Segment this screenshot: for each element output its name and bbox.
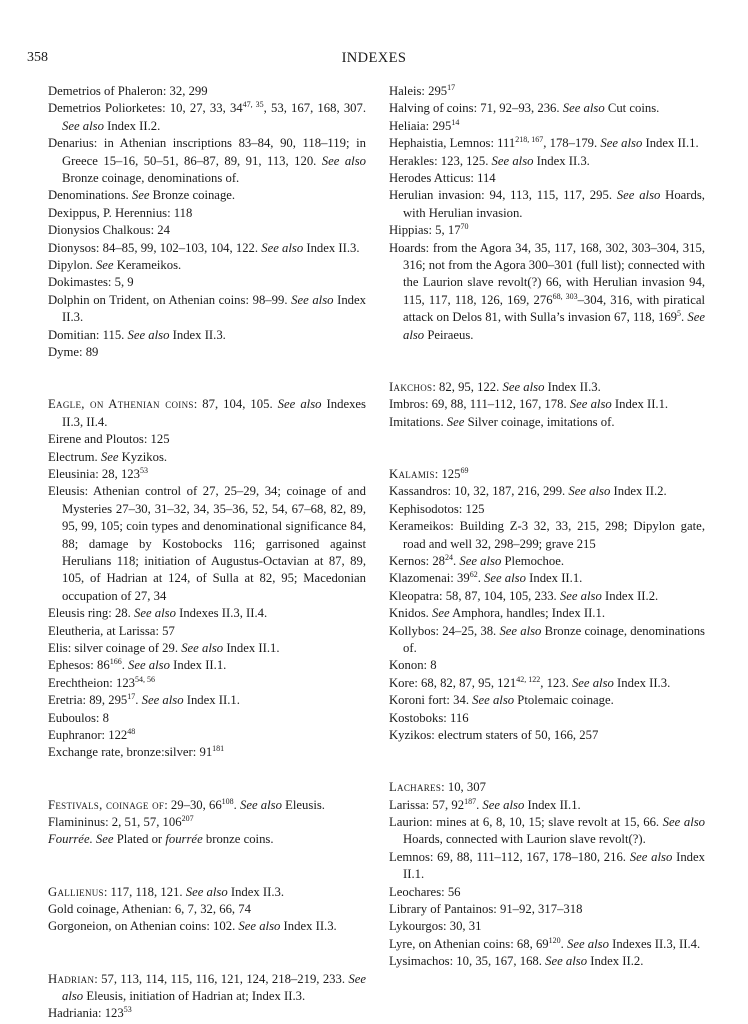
index-entry: Euboulos: 8: [48, 710, 109, 725]
section-gap: [48, 866, 366, 883]
index-entry: Eleusis ring: 28. See also Indexes II.3, II.4.: [48, 606, 268, 621]
section-gap: [48, 953, 366, 970]
index-entry: Herodes Atticus: 114: [389, 171, 496, 186]
index-entry: Herakles: 123, 125. See also Index II.3.: [389, 153, 590, 168]
index-entry: Leochares: 56: [389, 884, 461, 899]
section-gap: [48, 936, 366, 953]
index-entry: Imitations. See Silver coinage, imitations of.: [389, 414, 615, 429]
index-entry: Kleopatra: 58, 87, 104, 105, 233. See also Index II.2.: [389, 588, 659, 603]
index-entry: Eirene and Ploutos: 125: [48, 432, 170, 447]
section-gap: [389, 344, 705, 361]
index-entry: Domitian: 115. See also Index II.3.: [48, 327, 226, 342]
section-gap: [389, 431, 705, 448]
index-entry: Koroni fort: 34. See also Ptolemaic coinage.: [389, 693, 614, 708]
index-entry: Dexippus, P. Herennius: 118: [48, 205, 193, 220]
index-entry: Demetrios Poliorketes: 10, 27, 33, 34$^{47, 35}$, 53, 167, 168, 307. See also Index II.2.: [48, 100, 367, 133]
index-entry: Hadrian: 57, 113, 114, 115, 116, 121, 124, 218–219, 233. See also Eleusis, initiation of Hadrian at; Index II.3.: [48, 971, 366, 1003]
section-gap: [48, 762, 366, 779]
index-entry: Konon: 8: [389, 658, 437, 673]
section-gap: [389, 744, 705, 761]
index-entry: Eleutheria, at Larissa: 57: [48, 623, 175, 638]
index-entry: Library of Pantainos: 91–92, 317–318: [389, 902, 583, 916]
index-entry: Dionysos: 84–85, 99, 102–103, 104, 122. See also Index II.3.: [48, 240, 360, 255]
index-entry: Kore: 68, 82, 87, 95, 121$^{42, 122}$, 123. See also Index II.3.: [389, 674, 671, 690]
index-entry: Dyme: 89: [48, 345, 99, 360]
index-entry: Kostoboks: 116: [389, 710, 469, 725]
section-gap: [48, 362, 366, 379]
index-entry: Elis: silver coinage of 29. See also Index II.1.: [48, 640, 280, 655]
index-entry: Hoards: from the Agora 34, 35, 117, 168, 302, 303–304, 315, 316; not from the Agora 300–301 (full list); connected with the Laurion slave revolt(?) 66, with Herulian invasion 94, 115, 117, 118, 126, 169, 276$^{68, 303}$–304, 316, with piratical attack on Delos 81, with Sulla’s invasion 67, 118, $169^5$. See also Peiraeus.: [389, 240, 706, 342]
page-number: 358: [27, 50, 48, 65]
index-entry: Gorgoneion, on Athenian coins: 102. See also Index II.3.: [48, 919, 337, 934]
index-entry: Haleis: $295^{17}$: [389, 83, 456, 98]
index-entry: Lemnos: 69, 88, 111–112, 167, 178–180, 216. See also Index II.1.: [389, 849, 705, 882]
index-entry: Dokimastes: 5, 9: [48, 275, 134, 290]
index-entry: Lykourgos: 30, 31: [389, 919, 482, 934]
index-entry: Imbros: 69, 88, 111–112, 167, 178. See also Index II.1.: [389, 397, 669, 412]
index-entry: Lyre, on Athenian coins: 68, $69^{120}$. See also Indexes II.3, II.4.: [389, 935, 701, 951]
index-entry: Klazomenai: $39^{62}$. See also Index II.1.: [389, 570, 583, 586]
section-gap: [389, 361, 705, 378]
section-gap: [48, 779, 366, 796]
index-entry: Demetrios of Phaleron: 32, 299: [48, 84, 208, 98]
index-entry: Gold coinage, Athenian: 6, 7, 32, 66, 74: [48, 902, 251, 916]
index-entry: Denominations. See Bronze coinage.: [48, 188, 236, 203]
index-entry: Denarius: in Athenian inscriptions 83–84, 90, 118–119; in Greece 15–16, 50–51, 86–87, 89, 91, 113, 120. See also Bronze coinage, denominations of.: [48, 136, 366, 186]
index-entry: Eleusis: Athenian control of 27, 25–29, 34; coinage of and Mysteries 27–30, 31–32, 34, 35–36, 52, 54, 67–68, 82, 89, 95, 99, 105; coin types and denominational significance 84, 88; damage by Kostobocks 116; garrisoned against Herulians 118; initiation of Augustus-Octavian at 87, 89, 105, of Hadrian at 124, of Sulla at 82, 95; Macedonian occupation of 27, 34: [48, 484, 366, 603]
index-entry: Iakchos: 82, 95, 122. See also Index II.3.: [389, 379, 601, 394]
index-entry: Lysimachos: 10, 35, 167, 168. See also Index II.2.: [389, 954, 644, 969]
section-gap: [389, 448, 705, 465]
section-gap: [48, 379, 366, 396]
index-entry: Hadriania: $123^{53}$: [48, 1005, 132, 1021]
index-entry: Erechtheion: 123$^{54, 56}$: [48, 674, 156, 690]
section-lead-term: Festivals, coinage of: [48, 797, 165, 812]
section-lead-term: Gallienus: [48, 884, 104, 899]
index-entry: Gallienus: 117, 118, 121. See also Index II.3.: [48, 884, 285, 899]
index-entry: Ephesos: $86^{166}$. See also Index II.1.: [48, 657, 227, 673]
index-entry: Larissa: 57, $92^{187}$. See also Index II.1.: [389, 796, 581, 812]
index-entry: Lachares: 10, 307: [389, 780, 486, 795]
index-entry: Kalamis: $125^{69}$: [389, 465, 469, 481]
page-title: INDEXES: [341, 50, 407, 66]
index-entry: Hippias: 5, $17^{70}$: [389, 222, 469, 238]
section-lead-term: Eagle, on Athenian coins: [48, 397, 194, 412]
section-gap: [389, 762, 705, 779]
index-entry: Fourrée. See Plated or fourrée bronze coins.: [48, 832, 274, 847]
index-entry: Electrum. See Kyzikos.: [48, 449, 168, 464]
index-entry: Festivals, coinage of: 29–30, $66^{108}$. See also Eleusis.: [48, 796, 325, 812]
running-header: [0, 50, 748, 70]
index-entry: Kollybos: 24–25, 38. See also Bronze coinage, denominations of.: [389, 623, 705, 655]
index-entry: Herulian invasion: 94, 113, 115, 117, 295. See also Hoards, with Herulian invasion.: [389, 188, 705, 220]
index-entry: Halving of coins: 71, 92–93, 236. See also Cut coins.: [389, 101, 660, 116]
index-entry: Kerameikos: Building Z-3 32, 33, 215, 298; Dipylon gate, road and well 32, 298–299; grave 215: [389, 519, 705, 551]
left-index-column: [48, 83, 366, 1023]
index-entry: Kernos: $28^{24}$. See also Plemochoe.: [389, 552, 565, 568]
index-entry: Dionysios Chalkous: 24: [48, 223, 170, 238]
right-index-column: [389, 83, 705, 971]
index-entry: Kyzikos: electrum staters of 50, 166, 257: [389, 727, 599, 742]
index-entry: Hephaistia, Lemnos: 111$^{218, 167}$, 178–179. See also Index II.1.: [389, 135, 699, 151]
index-entry: Flamininus: 2, 51, 57, $106^{207}$: [48, 814, 194, 829]
index-entry: Kassandros: 10, 32, 187, 216, 299. See also Index II.2.: [389, 484, 667, 499]
index-entry: Eleusinia: 28, $123^{53}$: [48, 465, 148, 481]
index-entry: Exchange rate, bronze:silver: $91^{181}$: [48, 744, 225, 760]
index-entry: Kephisodotos: 125: [389, 501, 485, 516]
section-lead-term: Kalamis: [389, 466, 435, 481]
index-entry: Dolphin on Trident, on Athenian coins: 98–99. See also Index II.3.: [48, 292, 366, 325]
index-entry: Laurion: mines at 6, 8, 10, 15; slave revolt at 15, 66. See also Hoards, connected with Laurion slave revolt(?).: [389, 814, 706, 847]
section-gap: [48, 849, 366, 866]
index-entry: Euphranor: $122^{48}$: [48, 727, 136, 742]
section-lead-term: Hadrian: [48, 971, 95, 986]
section-lead-term: Lachares: [389, 780, 442, 795]
index-entry: Eagle, on Athenian coins: 87, 104, 105. See also Indexes II.3, II.4.: [48, 397, 366, 429]
index-entry: Knidos. See Amphora, handles; Index II.1.: [389, 606, 605, 621]
index-entry: Heliaia: $295^{14}$: [389, 117, 460, 133]
index-entry: Dipylon. See Kerameikos.: [48, 258, 182, 273]
index-entry: Eretria: 89, $295^{17}$. See also Index II.1.: [48, 692, 240, 708]
section-lead-term: Iakchos: [389, 379, 433, 394]
